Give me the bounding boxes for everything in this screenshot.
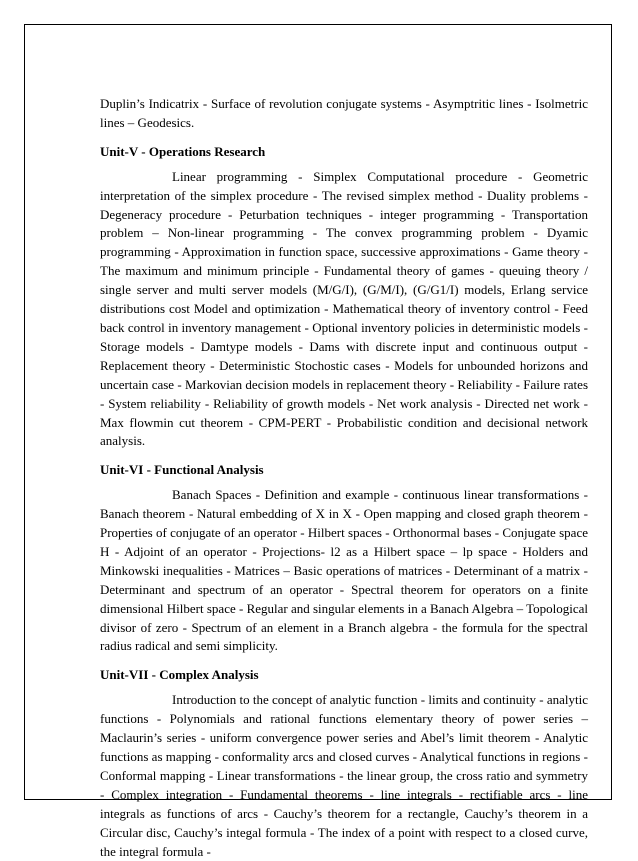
page-frame [24, 24, 612, 859]
intro-paragraph: Duplin’s Indicatrix - Surface of revolution conjugate systems - Asymptritic lines - Isolmetric lines – Geodesics. [100, 96, 588, 130]
section-body-unit-vi: Banach Spaces - Definition and example - continuous linear transformations - Banach theorem - Natural embedding of X in X - Open mapping and closed graph theorem - Properties of conjugate of an operator - Hilbert spaces - Orthonormal bases - Conjugate space H - Adjoint of an operator - Projections- l2 as a Hilbert space – lp space - Holders and Minkowski inequalities - Matrices – Basic operations of matrices - Determinant of a matrix - Determinant and spectrum of an operator - Spectral theorem for operators on a finite dimensional Hilbert space - Regular and singular elements in a Banach Algebra – Topological divisor of zero - Spectrum of an element in a Branch algebra - the formula for the spectral radius radical and semi simplicity. [100, 487, 589, 654]
section-heading-unit-vi: Unit-VI - Functional Analysis [100, 462, 264, 478]
section-body-unit-v: Linear programming - Simplex Computational procedure - Geometric interpretation of the simplex procedure - The revised simplex method - Duality problems - Degeneracy procedure - Peturbation techniques - integer programming - Transportation problem – Non-linear programming - The convex programming problem - Dyamic programming - Approximation in function space, successive approximations - Game theory - The maximum and minimum principle - Fundamental theory of games - queuing theory / single server and multi server models (M/G/I), (G/M/I), (G/G1/I) models, Erlang service distributions cost Model and optimization - Mathematical theory of inventory control - Feed back control in inventory management - Optional inventory policies in deterministic models - Storage models - Damtype models - Dams with discrete input and continuous output - Replacement theory - Deterministic Stochostic cases - Models for unbounded horizons and uncertain case - Markovian decision models in replacement theory - Reliability - Failure rates - System reliability - Reliability of growth models - Net work analysis - Directed net work - Max flowmin cut theorem - CPM-PERT - Probabilistic condition and decisional network analysis. [100, 168, 588, 449]
page-content [100, 95, 588, 861]
section-heading-unit-v: Unit-V - Operations Research [100, 143, 266, 159]
section-heading-unit-vii: Unit-VII - Complex Analysis [100, 667, 259, 683]
section-body-unit-vii: Introduction to the concept of analytic function - limits and continuity - analytic functions - Polynomials and rational functions elementary theory of power series – Maclaurin’s series - uniform convergence power series and Abel’s limit theorem - Analytic functions as mapping - conformality arcs and closed curves - Analytical functions in regions - Conformal mapping - Linear transformations - the linear group, the cross ratio and symmetry - Complex integration - Fundamental theorems - line integrals - rectifiable arcs - line integrals as functions of arcs - Cauchy’s theorem for a rectangle, Cauchy’s theorem in a Circular disc, Cauchy’s integal formula - The index of a point with respect to a closed curve, the integral formula - [100, 692, 588, 859]
